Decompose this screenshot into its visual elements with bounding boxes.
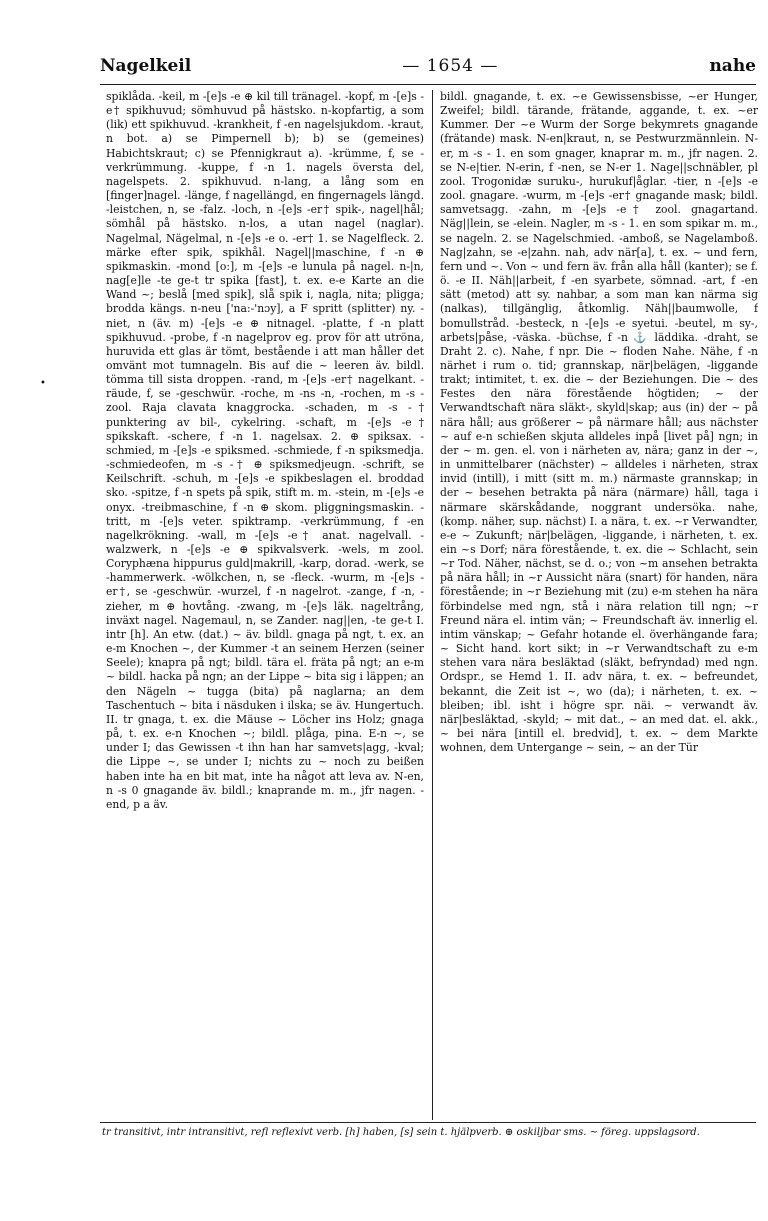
page-number: — 1654 — <box>402 56 499 76</box>
left-column-text: spiklåda. -keil, m -[e]s -e ⊕ kil till tränagel. -kopf, m -[e]s -e† spikhuvud; sömhuvud på hästsko. n-kopfartig, a som (lik) ett spikhuvud. -krankheit, f -en nagelsjukdom. -kraut, n bot. a) se Pimpernell b); b) se (gemeines) Habichtskraut; c) se Pfennigkraut a). -krümme, f, se -verkrümmung. -kuppe, f -n 1. nagels översta del, nagelspets. 2. spikhuvud. n-lang, a lång som en [finger]nagel. -länge, f nagellängd, en fingernagels längd. -leistchen, n, se -falz. -loch, n -[e]s -er† spik-, nagel|hål; sömhål på hästsko. n-los, a utan nagel (naglar). Nagelmal, Nägelmal, n -[e]s -e o. -er† 1. se Nagelfleck. 2. märke efter spik, spikhål. Nagel||maschine, f -n ⊕ spikmaskin. -mond [o:], m -[e]s -e lunula på nagel. n-|n, nag[e]le -te ge-t tr spika [fast], t. ex. e-e Karte an die Wand ~; beslå [med spik], slå spik i, nagla, nita; pligga; brodda kängs. n-neu ['na:-'nɔy], a F spritt (splitter) ny. -niet, n (äv. m) -[e]s -e ⊕ nitnagel. -platte, f -n platt spikhuvud. -probe, f -n nagelprov eg. prov för att utröna, huruvida ett glas är tömt, bestående i att man håller det omvänt mot tumnageln. Bis auf die ~ leeren äv. bildl. tömma till sista droppen. -rand, m -[e]s -er† nagelkant. -räude, f, se -geschwür. -roche, m -ns -n, -rochen, m -s - zool. Raja clavata knaggrocka. -schaden, m -s -† punktering av bil-, cykelring. -schaft, m -[e]s -e† spikskaft. -schere, f -n 1. nagelsax. 2. ⊕ spiksax. -schmied, m -[e]s -e spiksmed. -schmiede, f -n spiksmedja. -schmiedeofen, m -s -† ⊕ spiksmedjeugn. -schrift, se Keilschrift. -schuh, m -[e]s -e spikbeslagen el. broddad sko. -spitze, f -n spets på spik, stift m. m. -stein, m -[e]s -e onyx. -treibmaschine, f -n ⊕ skom. pliggningsmaskin. -tritt, m -[e]s veter. spiktramp. -verkrümmung, f -en nagelkrökning. -wall, m -[e]s -e† anat. nagelvall. -walzwerk, n -[e]s -e ⊕ spikvalsverk. -wels, m zool. Coryphæna hippurus guld|makrill, -karp, dorad. -werk, se -hammerwerk. -wölkchen, n, se -fleck. -wurm, m -[e]s -er†, se -geschwür. -wurzel, f -n nagelrot. -zange, f -n, -zieher, m ⊕ hovtång. -zwang, m -[e]s läk. nageltrång, inväxt nagel. Nagemaul, n, se Zander. nag||en, -te ge-t I. intr [h]. An etw. (dat.) ~ äv. bildl. gnaga på ngt, t. ex. an e-m Knochen ~, der Kummer -t an seinem Herzen (seiner Seele); knapra på ngt; bildl. tära el. fräta på ngt; an e-m ~ bildl. hacka på ngn; an der Lippe ~ bita sig i läppen; an den Nägeln ~ tugga (bita) på naglarna; an dem Taschentuch ~ bita i näsduken i ilska; se äv. Hungertuch. II. tr gnaga, t. ex. die Mäuse ~ Löcher ins Holz; gnaga på, t. ex. e-n Knochen ~; bildl. plåga, pina. E-n ~, se under I; das Gewissen -t ihn han har samvets|agg, -kval; die Lippe ~, se under I; nichts zu ~ noch zu beißen haben inte ha en bit mat, inte ha något att leva av. N-en, n -s 0 gnagande äv. bildl.; knaprande m. m., jfr nagen. -end, p a äv. <box>106 90 424 811</box>
margin-mark: • <box>40 378 46 389</box>
footer-rule <box>100 1122 756 1123</box>
header-rule <box>100 84 756 85</box>
left-column <box>106 90 424 1160</box>
page-header <box>100 56 756 80</box>
column-divider <box>432 90 433 1120</box>
header-right-word: nahe <box>709 56 756 76</box>
right-column <box>440 90 758 1160</box>
header-left-word: Nagelkeil <box>100 56 192 76</box>
abbreviation-footer: tr transitivt, intr intransitivt, refl reflexivt verb. [h] haben, [s] sein t. hjälpverb. ⊕ oskiljbar sms. ~ föreg. uppslagsord. <box>102 1127 700 1138</box>
right-column-text: bildl. gnagande, t. ex. ~e Gewissensbisse, ~er Hunger, Zweifel; bildl. tärande, frätande, aggande, t. ex. ~er Kummer. Der ~e Wurm der Sorge bekymrets gnagande (frätande) mask. N-en|kraut, n, se Pestwurzmännlein. N-er, m -s - 1. en som gnager, knaprar m. m., jfr nagen. 2. se N-e|tier. N-erin, f -nen, se N-er 1. Nage||schnäbler, pl zool. Trogonidæ suruku-, hurukuf|åglar. -tier, n -[e]s -e zool. gnagare. -wurm, m -[e]s -er† gnagande mask; bildl. samvetsagg. -zahn, m -[e]s -e† zool. gnagartand. Näg||lein, se -elein. Nagler, m -s - 1. en som spikar m. m., se nageln. 2. se Nagelschmied. -amboß, se Nagelamboß. Nag|zahn, se -e|zahn. nah, adv när[a], t. ex. ~ und fern, fern und ~. Von ~ und fern äv. från alla håll (kanter); se f. ö. -e II. Näh||arbeit, f -en syarbete, sömnad. -art, f -en sätt (metod) att sy. nahbar, a som man kan närma sig (nalkas), tillgänglig, åtkomlig. Näh||baumwolle, f bomullstråd. -besteck, n -[e]s -e syetui. -beutel, m sy-, arbets|påse, -väska. -büchse, f -n ⚓ läddika. -draht, se Draht 2. c). Nahe, f npr. Die ~ floden Nahe. Nähe, f -n närhet i rum o. tid; grannskap, när|belägen, -liggande trakt; intimitet, t. ex. die ~ der Beziehungen. Die ~ des Festes den nära förestående högtiden; ~ der Verwandtschaft nära släkt-, skyld|skap; aus (in) der ~ på nära håll; aus größerer ~ på närmare håll; aus nächster ~ auf e-n schießen skjuta alldeles inpå [livet på] ngn; in der ~ m. gen. el. von i närheten av, nära; ganz in der ~, in unmittelbarer (nächster) ~ alldeles i närheten, strax invid (intill), i mitt (sitt m. m.) närmaste grannskap; in der ~ besehen betrakta på nära (närmare) håll, taga i närmare skärskådande, noggrant undersöka. nahe, (komp. näher, sup. nächst) I. a nära, t. ex. ~r Verwandter, e-e ~ Zukunft; när|belägen, -liggande, i närheten, t. ex. ein ~s Dorf; nära förestående, t. ex. die ~ Schlacht, sein ~r Tod. Näher, nächst, se d. o.; von ~m ansehen betrakta på nära håll; in ~r Aussicht nära (snart) för handen, nära förestående; in ~r Beziehung mit (zu) e-m stehen ha nära förbindelse med ngn, stå i nära relation till ngn; ~r Freund nära el. intim vän; ~ Freundschaft äv. innerlig el. intim vänskap; ~ Gefahr hotande el. överhängande fara; ~ Sicht hand. kort sikt; in ~r Verwandtschaft zu e-m stehen vara nära besläktad (släkt, befryndad) med ngn. Ordspr., se Hemd 1. II. adv nära, t. ex. ~ befreundet, bekannt, die Zeit ist ~, wo (da); i närheten, t. ex. ~ bleiben; ibl. isht i högre spr. näi. ~ verwandt äv. när|besläktad, -skyld; ~ mit dat., ~ an med dat. el. akk., ~ bei nära [intill el. bredvid], t. ex. ~ dem Markte wohnen, dem Untergange ~ sein, ~ an der Tür <box>440 90 758 755</box>
